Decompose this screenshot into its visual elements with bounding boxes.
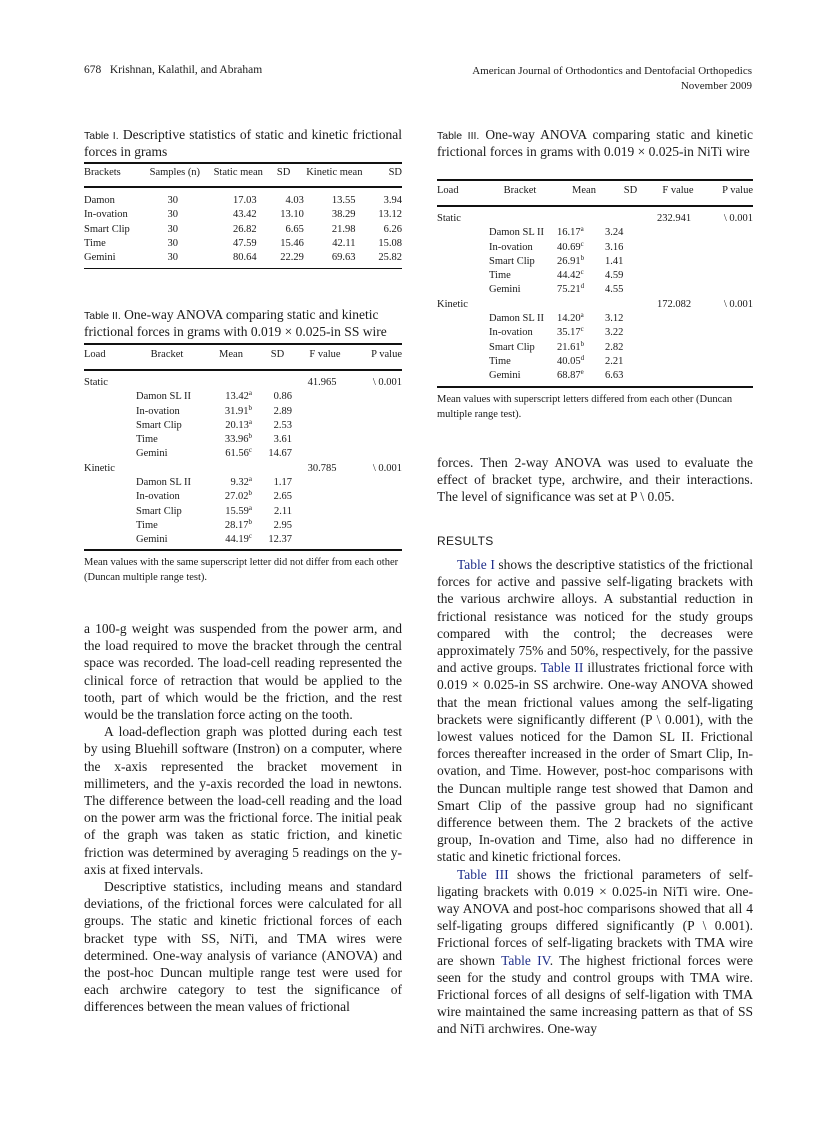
table1-top-rule [84,162,402,164]
sd-cell: 3.22 [605,327,624,339]
paragraph: A load-deflection graph was plotted during each test by using Bluehill software (Instron) on a computer, where the x-axis represented the bracket movement in millimeters, and the y-axis recorded the load in newtons. The difference between the load-cell reading and the load on the power arm was the frictional force. The initial peak of the graph was taken as static friction, and kinetic friction was determined by averaging 5 readings on the y-axis at fixed intervals. [84,724,402,877]
table2-label: Table II. [84,310,121,322]
table3-footnote: Mean values with superscript letters differed from each other (Duncan multiple range test). [437,394,733,420]
table-row [84,194,402,208]
p-value-cell: \ 0.001 [723,298,753,310]
bracket-cell: Gemini [136,534,168,546]
table-row [84,433,402,447]
sd-cell: 2.95 [273,519,292,531]
bracket-cell: Damon SL II [489,227,545,239]
table2-bottom-rule [84,549,402,551]
sd-cell: 3.12 [605,313,624,325]
bracket-cell: Time [136,434,158,446]
table3-caption [437,127,753,160]
sd-cell: 1.41 [605,255,624,267]
p-value-cell: \ 0.001 [372,377,402,388]
mean-cell: 9.32$^a$ [230,475,252,489]
static-mean-cell: 43.42 [233,209,257,221]
table1-col-header: Kinetic mean [306,167,363,178]
issue-date: November 2009 [680,80,752,92]
author-list: Krishnan, Kalathil, and Abraham [109,64,263,76]
journal-name: American Journal of Orthodontics and Dentofacial Orthopedics [472,65,752,77]
left-column-body [84,620,402,1016]
table2-top-rule [84,343,402,345]
table-iv-link[interactable]: Table IV [501,952,550,968]
bracket-cell: In-ovation [489,327,533,339]
bracket-cell: Smart Clip [489,341,535,353]
bracket-cell: Damon SL II [136,477,192,489]
table-row [437,341,753,355]
sd-cell: 6.63 [605,370,624,382]
bracket-cell: Gemini [489,370,521,382]
f-value-cell: 232.941 [656,213,692,224]
bracket-cell: Smart Clip [136,505,182,517]
mean-cell: 13.42$^a$ [225,389,252,403]
static-sd-cell: 15.46 [280,237,304,249]
mean-cell: 27.02$^b$ [224,489,252,503]
table2-body [84,376,402,548]
mean-cell: 26.91$^b$ [557,253,585,267]
mean-cell: 40.69$^c$ [557,239,584,253]
mean-cell: 75.21$^d$ [557,282,585,296]
bracket-cell: In-ovation [489,241,533,253]
static-mean-cell: 17.03 [233,195,257,206]
p-value-cell: \ 0.001 [723,213,753,224]
table-row [84,533,402,547]
table3-bottom-rule [437,386,753,388]
table2-header-rule [84,369,402,371]
bracket-cell: Damon SL II [136,391,192,403]
kinetic-mean-cell: 13.55 [331,195,356,206]
static-mean-cell: 47.59 [233,237,257,249]
table1-col-header: SD [388,167,402,178]
table3-col-header: Load [437,185,459,196]
sd-cell: 3.16 [605,241,624,253]
table2-header [84,348,402,362]
table-row [84,390,402,404]
table3-label: Table III. [437,130,480,142]
table1-body [84,194,402,265]
paragraph: Table III shows the frictional parameters of self-ligating brackets with 0.019 × 0.025-in NiTi wire. One-way ANOVA and post-hoc comparisons showed that all 4 self-ligating groups differed significantly (P \ 0.001). Frictional forces of self-ligating brackets with TMA wire are shown Table IV. The highest frictional forces were seen for the study and control groups with TMA wire. Frictional forces of all designs of self-ligation with TMA wire maintained the same increasing pattern as that of SS and NiTi archwires. One-way [437,866,753,1037]
table3-col-header: P value [722,185,753,196]
table3-col-header: SD [623,185,638,196]
kinetic-sd-cell: 3.94 [383,195,402,206]
f-value-cell: 172.082 [656,298,692,310]
table3-title: One-way ANOVA comparing static and kinetic frictional forces in grams with 0.019 × 0.025-in NiTi wire [437,127,753,159]
kinetic-mean-cell: 38.29 [331,209,356,221]
bracket-cell: Gemini [136,448,168,460]
static-mean-cell: 26.82 [233,223,257,235]
paragraph: Table I shows the descriptive statistics of the frictional forces for active and passive self-ligating brackets with the various archwire alloys. A substantial reduction in frictional resistance was noticed for the study groups compared with the control; the decreases were approximately 75% and 50%, respectively, for the passive and active groups. Table II illustrates frictional force with 0.019 × 0.025-in SS archwire. One-way ANOVA showed that the mean frictional values among the self-ligating brackets were significantly different (P \ 0.001), with the lowest values noticed for the Damon SL II. Frictional forces thereafter increased in the order of Smart Clip, In-ovation, and Time. However, post-hoc comparisons with the Duncan multiple range test showed that Damon and Smart Clip of the passive group had no significant difference between them. The 2 brackets of the active group, In-ovation and Time, also had no difference in static and kinetic frictional forces. [437,557,754,865]
table2-col-header: Bracket [150,349,184,360]
static-sd-cell: 6.65 [285,223,304,235]
load-cell: Kinetic [84,462,115,474]
table1-header [84,166,402,180]
bracket-cell: Smart Clip [136,419,182,431]
table1-col-header: Samples (n) [149,167,201,178]
table3-header [437,184,753,198]
f-value-cell: 30.785 [307,462,337,474]
samples-cell: 30 [167,209,179,221]
sd-cell: 2.53 [273,419,292,431]
static-mean-cell: 80.64 [233,252,257,264]
table3-col-header: F value [662,185,694,196]
sd-cell: 2.11 [274,505,292,517]
bracket-cell: Gemini [84,252,116,264]
running-header-right [472,64,752,94]
load-cell: Kinetic [437,298,468,310]
bracket-cell: Smart Clip [489,255,535,267]
mean-cell: 21.61$^b$ [557,339,585,353]
kinetic-sd-cell: 25.82 [378,252,402,264]
sd-cell: 2.89 [273,405,292,417]
samples-cell: 30 [167,252,179,264]
table-row [437,312,753,326]
table1-col-header: SD [276,167,291,178]
sd-cell: 4.59 [605,270,624,282]
table-ii-link[interactable]: Table II [540,660,584,676]
table2-footnote: Mean values with the same superscript letter did not differ from each other (Duncan multiple range test). [84,557,399,583]
load-cell: Static [437,213,461,224]
table2-col-header: Mean [219,349,243,360]
samples-cell: 30 [167,223,179,235]
bracket-cell: Damon SL II [489,313,545,325]
mean-cell: 15.59$^a$ [225,503,252,517]
table3-body [437,212,753,384]
kinetic-mean-cell: 69.63 [331,252,356,264]
table-row [84,490,402,504]
sd-cell: 3.61 [273,434,292,446]
paragraph: forces. Then 2-way ANOVA was used to evaluate the effect of bracket type, archwire, and their interactions. The level of significance was set at P \ 0.05. [437,455,753,505]
kinetic-sd-cell: 13.12 [378,209,402,221]
bracket-cell: In-ovation [136,405,180,417]
table-row [84,208,402,222]
table-row-group-header [437,212,753,226]
static-sd-cell: 4.03 [285,195,304,206]
mean-cell: 16.17$^a$ [557,225,584,239]
table1-label: Table I. [84,130,119,142]
table-row [84,505,402,519]
table2-caption [84,307,402,340]
table-row [437,241,753,255]
table-i-link[interactable]: Table I [457,557,495,572]
bracket-cell: Smart Clip [84,223,130,235]
table1-header-rule [84,186,402,188]
running-header-left [84,64,262,76]
table2-col-header: Load [84,349,106,360]
mean-cell: 35.17$^c$ [557,325,584,339]
table-row [437,355,753,369]
mean-cell: 44.42$^c$ [557,268,584,282]
table-row [437,283,753,297]
bracket-cell: Gemini [489,284,521,296]
mean-cell: 40.05$^d$ [557,353,585,367]
sd-cell: 2.82 [605,341,624,353]
kinetic-sd-cell: 6.26 [383,223,402,235]
sd-cell: 2.21 [605,355,624,367]
results-heading: RESULTS [437,534,494,548]
table-row [84,223,402,237]
mean-cell: 20.13$^a$ [225,417,252,431]
static-sd-cell: 13.10 [280,209,304,221]
sd-cell: 2.65 [273,491,292,503]
sd-cell: 1.17 [273,477,292,489]
sd-cell: 0.86 [273,391,292,403]
mean-cell: 68.87e [557,368,584,382]
table-row-group-header [84,462,402,476]
load-cell: Static [84,377,108,388]
bracket-cell: In-ovation [84,209,128,221]
mean-cell: 31.91$^b$ [224,403,252,417]
right-column-methods-end [437,454,753,506]
samples-cell: 30 [167,195,179,206]
bracket-cell: Time [84,237,106,249]
bracket-cell: Damon [84,195,115,206]
mean-cell: 28.17$^b$ [224,517,252,531]
table2-col-header: SD [270,349,285,360]
samples-cell: 30 [167,237,179,249]
table2-col-header: F value [309,349,341,360]
table1-bottom-rule [84,268,402,269]
table1-title: Descriptive statistics of static and kinetic frictional forces in grams [84,127,403,159]
f-value-cell: 41.965 [307,377,337,388]
table3-col-header: Bracket [503,185,537,196]
kinetic-sd-cell: 15.08 [378,237,402,249]
table-row [84,476,402,490]
p-value-cell: \ 0.001 [372,462,402,474]
table1-col-header: Brackets [84,167,121,178]
static-sd-cell: 22.29 [280,252,304,264]
table1-col-header: Static mean [213,167,263,178]
table-row [84,405,402,419]
table-row [437,269,753,283]
table-row [437,226,753,240]
mean-cell: 14.20$^a$ [557,311,584,325]
kinetic-mean-cell: 42.11 [332,237,356,249]
sd-cell: 4.55 [605,284,624,296]
table-row [84,237,402,251]
table2-title: One-way ANOVA comparing static and kinetic frictional forces in grams with 0.019 × 0.025-in SS wire [84,307,387,339]
mean-cell: 33.96$^b$ [224,432,252,446]
table1-caption [84,127,402,160]
paragraph: a 100-g weight was suspended from the power arm, and the load required to move the bracket through the central space was recorded. The load-cell reading represented the clinical force of retraction that would be applied to the tooth, part of which would be the friction, and the rest would be the translation force acting on the tooth. [84,621,402,723]
table-row [437,369,753,383]
right-column-results [437,556,753,1038]
table3-top-rule [437,179,753,181]
table-row-group-header [84,376,402,390]
table2-col-header: P value [371,349,402,360]
bracket-cell: Time [489,270,511,282]
bracket-cell: In-ovation [136,491,180,503]
sd-cell: 3.24 [605,227,624,239]
table3-header-rule [437,205,753,207]
bracket-cell: Time [489,355,511,367]
table-row [84,251,402,265]
kinetic-mean-cell: 21.98 [331,223,356,235]
table-row [437,326,753,340]
sd-cell: 12.37 [268,534,292,546]
bracket-cell: Time [136,519,158,531]
page-number: 678 [84,64,102,76]
table-row [84,447,402,461]
mean-cell: 61.56$^c$ [225,446,252,460]
sd-cell: 14.67 [268,448,292,460]
table-row [84,419,402,433]
table-row [437,255,753,269]
table-iii-link[interactable]: Table III [457,866,509,882]
table-row-group-header [437,298,753,312]
table3-col-header: Mean [572,185,596,196]
paragraph: Descriptive statistics, including means and standard deviations, of the frictional forces were calculated for all groups. The static and kinetic frictional forces of each bracket type with SS, NiTi, and TMA wires were determined. One-way analysis of variance (ANOVA) and the post-hoc Duncan multiple range test were used for each archwire category to test the significance of differences between the mean values of frictional [84,879,402,1015]
table-row [84,519,402,533]
mean-cell: 44.19$^c$ [225,532,252,546]
